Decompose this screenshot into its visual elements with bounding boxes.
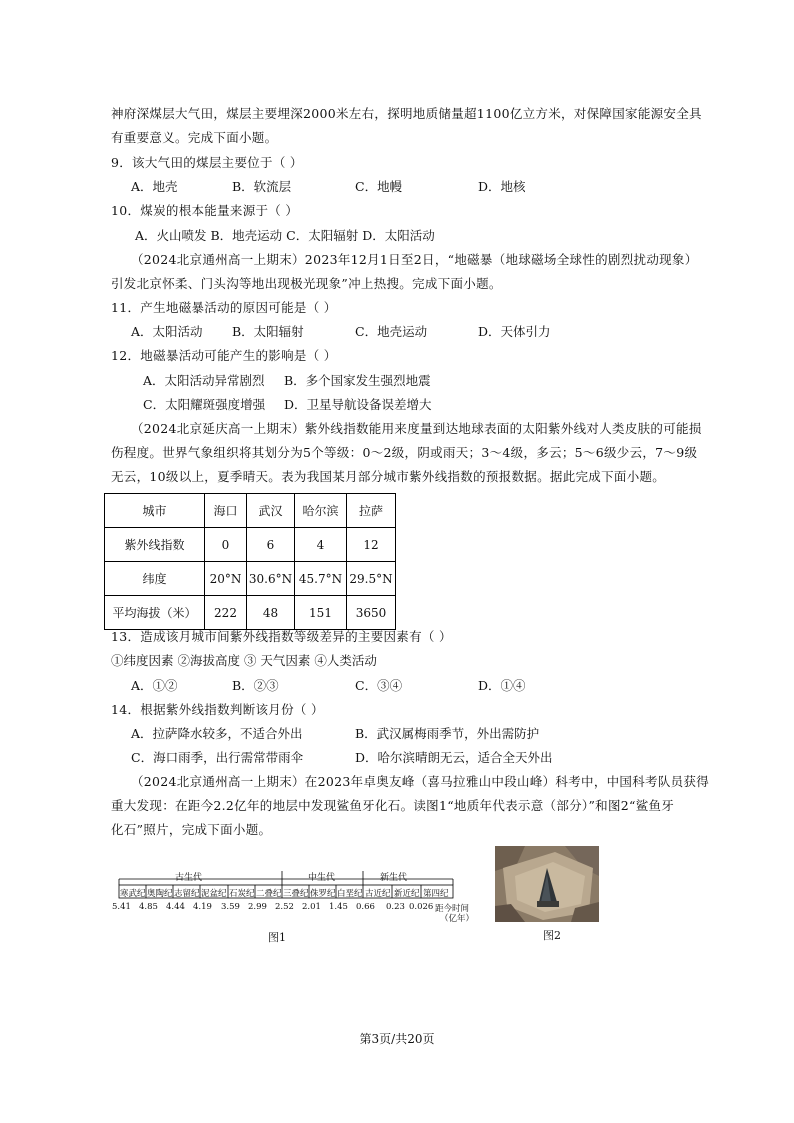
axis-unit-label: （亿年）: [440, 914, 475, 924]
q12-option-c: C．太阳耀斑强度增强: [143, 397, 266, 412]
table-cell: 平均海拔（米）: [105, 596, 205, 630]
table-header-cell: 武汉: [247, 494, 295, 528]
table-cell: 6: [247, 528, 295, 562]
table-cell: 151: [295, 596, 347, 630]
q14-option-d: D．哈尔滨晴朗无云，适合全天外出: [355, 750, 553, 765]
age-label: 2.52: [275, 902, 294, 912]
intro-text-3a: （2024北京延庆高一上期末）紫外线指数能用来度量到达地球表面的太阳紫外线对人类皮肤的可能损: [131, 421, 702, 436]
table-cell: 4: [295, 528, 347, 562]
table-cell: 30.6°N: [247, 562, 295, 596]
table-cell: 45.7°N: [295, 562, 347, 596]
q11-option-a: A．太阳活动: [131, 324, 203, 339]
figure-2-caption: 图2: [543, 929, 561, 942]
intro-text-1b: 有重要意义。完成下面小题。: [111, 130, 278, 145]
intro-text-1a: 神府深煤层大气田，煤层主要埋深2000米左右，探明地质储量超1100亿立方米，对保障国家能源安全具: [111, 106, 702, 121]
question-10-stem: 10．煤炭的根本能量来源于（ ）: [111, 203, 299, 218]
period-label: 古近纪: [365, 889, 391, 899]
q14-option-a: A．拉萨降水较多，不适合外出: [131, 726, 303, 741]
question-11-stem: 11．产生地磁暴活动的原因可能是（ ）: [111, 300, 337, 315]
table-cell: 48: [247, 596, 295, 630]
q13-option-d: D．①④: [478, 678, 526, 693]
period-label: 第四纪: [423, 889, 449, 899]
period-label: 志留纪: [174, 889, 200, 899]
table-header-cell: 拉萨: [347, 494, 396, 528]
question-9-stem: 9．该大气田的煤层主要位于（ ）: [111, 155, 303, 170]
table-cell: 纬度: [105, 562, 205, 596]
question-14-stem: 14．根据紫外线指数判断该月份（ ）: [111, 702, 324, 717]
age-label: 5.41: [112, 902, 131, 912]
age-label: 4.85: [139, 902, 158, 912]
figure-1-caption: 图1: [268, 931, 286, 944]
era-label-paleozoic: 古生代: [175, 873, 203, 883]
age-label: 0.23: [386, 902, 405, 912]
q11-option-b: B．太阳辐射: [232, 324, 304, 339]
intro-text-4c: 化石”照片，完成下面小题。: [111, 822, 272, 837]
age-label: 0.026: [409, 902, 434, 912]
intro-text-3b: 伤程度。世界气象组织将其划分为5个等级：0～2级，阴或雨天；3～4级，多云；5～6级少云，7～9级: [111, 445, 698, 460]
intro-text-4b: 重大发现：在距今2.2亿年的地层中发现鲨鱼牙化石。读图1“地质年代表示意（部分）”和图2“鲨鱼牙: [111, 798, 675, 813]
table-header-cell: 哈尔滨: [295, 494, 347, 528]
period-label: 二叠纪: [256, 889, 282, 899]
period-label: 新近纪: [394, 889, 420, 899]
table-cell: 紫外线指数: [105, 528, 205, 562]
period-label: 三叠纪: [283, 889, 309, 899]
intro-text-4a: （2024北京通州高一上期末）在2023年卓奥友峰（喜马拉雅山中段山峰）科考中，中国科考队员获得: [131, 774, 710, 789]
table-row: [105, 596, 396, 630]
age-label: 2.01: [302, 902, 321, 912]
period-label: 寒武纪: [120, 889, 146, 899]
age-label: 3.59: [221, 902, 240, 912]
q9-option-c: C．地幔: [355, 179, 403, 194]
q9-option-b: B．软流层: [232, 179, 292, 194]
table-row: [105, 562, 396, 596]
table-row: [105, 528, 396, 562]
table-cell: 20°N: [205, 562, 247, 596]
axis-label: 距今时间: [435, 904, 470, 914]
q13-option-c: C．③④: [355, 678, 403, 693]
q13-option-a: A．①②: [131, 678, 178, 693]
period-label: 石炭纪: [229, 889, 255, 899]
period-label: 侏罗纪: [310, 889, 336, 899]
table-cell: 3650: [347, 596, 396, 630]
q14-option-c: C．海口雨季，出行需常带雨伞: [131, 750, 304, 765]
table-header-cell: 城市: [105, 494, 205, 528]
q12-option-b: B．多个国家发生强烈地震: [284, 373, 431, 388]
page-number-footer: 第3页/共20页: [359, 1032, 435, 1046]
q9-option-a: A．地壳: [131, 179, 178, 194]
q10-options: A．火山喷发 B．地壳运动 C．太阳辐射 D．太阳活动: [135, 228, 435, 243]
table-cell: 0: [205, 528, 247, 562]
table-header-row: [105, 494, 396, 528]
age-label: 2.99: [248, 902, 267, 912]
q11-option-d: D．天体引力: [478, 324, 551, 339]
period-label: 白垩纪: [337, 889, 363, 899]
period-label: 泥盆纪: [201, 889, 227, 899]
q9-option-d: D．地核: [478, 179, 526, 194]
q13-factors: ①纬度因素 ②海拔高度 ③ 天气因素 ④人类活动: [111, 653, 377, 668]
era-label-mesozoic: 中生代: [308, 873, 336, 883]
age-label: 4.44: [166, 902, 185, 912]
era-label-cenozoic: 新生代: [380, 873, 408, 883]
table-cell: 12: [347, 528, 396, 562]
table-cell: 29.5°N: [347, 562, 396, 596]
period-label: 奥陶纪: [147, 889, 173, 899]
age-label: 0.66: [356, 902, 375, 912]
table-cell: 222: [205, 596, 247, 630]
intro-text-3c: 无云，10级以上，夏季晴天。表为我国某月部分城市紫外线指数的预报数据。据此完成下面小题。: [111, 469, 666, 484]
age-label: 4.19: [193, 902, 212, 912]
uv-index-table: [104, 493, 396, 630]
q11-option-c: C．地壳运动: [355, 324, 428, 339]
q12-option-d: D．卫星导航设备误差增大: [284, 397, 432, 412]
question-12-stem: 12．地磁暴活动可能产生的影响是（ ）: [111, 348, 337, 363]
intro-text-2b: 引发北京怀柔、门头沟等地出现极光现象”冲上热搜。完成下面小题。: [111, 276, 502, 291]
question-13-stem: 13．造成该月城市间紫外线指数等级差异的主要因素有（ ）: [111, 629, 452, 644]
age-label: 1.45: [329, 902, 348, 912]
q13-option-b: B．②③: [232, 678, 279, 693]
shark-tooth-fossil-photo: [495, 846, 599, 922]
table-header-cell: 海口: [205, 494, 247, 528]
q14-option-b: B．武汉属梅雨季节，外出需防护: [355, 726, 540, 741]
q12-option-a: A．太阳活动异常剧烈: [143, 373, 265, 388]
intro-text-2a: （2024北京通州高一上期末）2023年12月1日至2日，“地磁暴（地球磁场全球性的剧烈扰动现象）: [131, 252, 698, 267]
